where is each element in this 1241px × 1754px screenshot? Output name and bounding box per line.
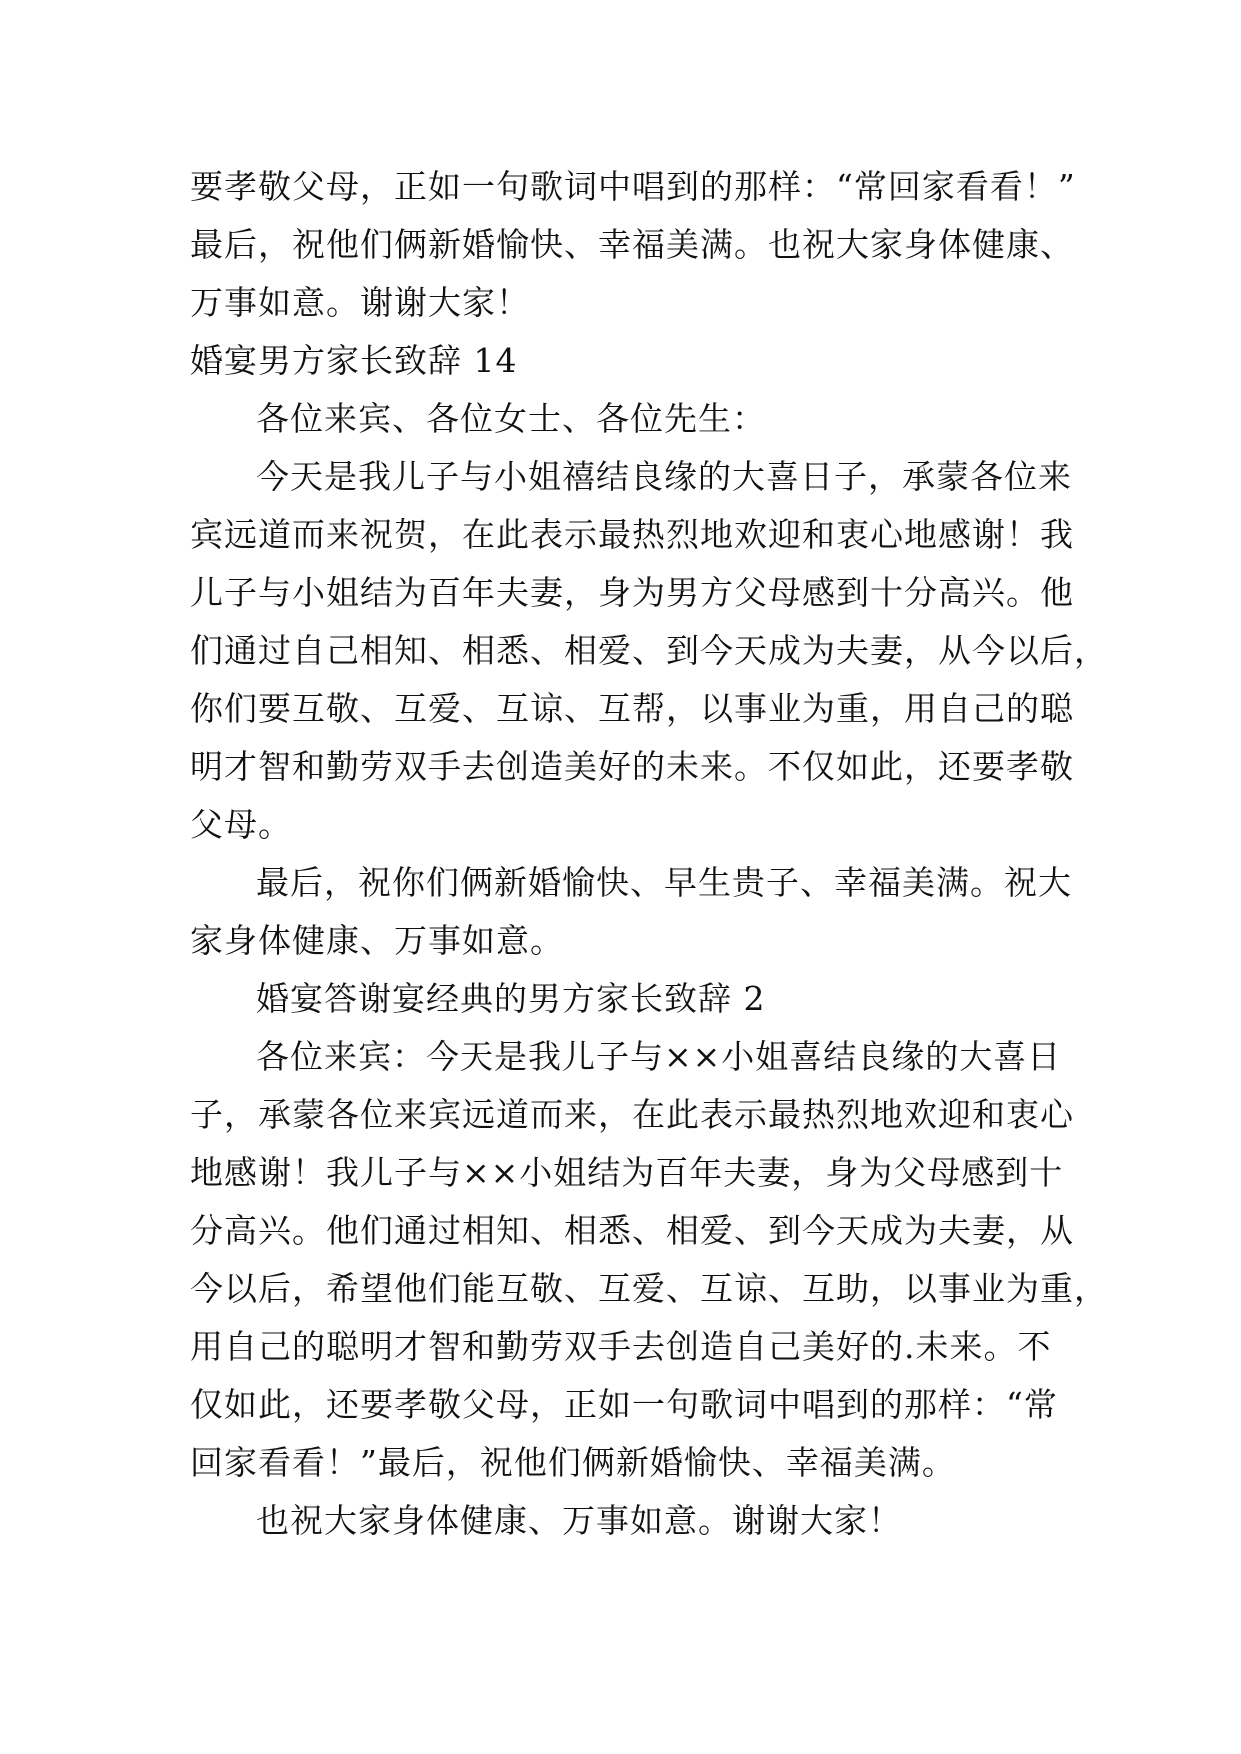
- text-line: 儿子与小姐结为百年夫妻，身为男方父母感到十分高兴。他: [190, 573, 1074, 612]
- text-line: 仅如此，还要孝敬父母，正如一句歌词中唱到的那样：“常: [190, 1385, 1058, 1424]
- text-line: 各位来宾、各位女士、各位先生：: [256, 399, 766, 438]
- text-line: 也祝大家身体健康、万事如意。谢谢大家！: [256, 1501, 902, 1540]
- text-line: 婚宴男方家长致辞 14: [190, 341, 518, 380]
- text-line: 最后，祝他们俩新婚愉快、幸福美满。也祝大家身体健康、: [190, 225, 1074, 264]
- text-line: 们通过自己相知、相悉、相爱、到今天成为夫妻，从今以后，: [190, 631, 1108, 670]
- text-line: 要孝敬父母，正如一句歌词中唱到的那样：“常回家看看！”: [190, 167, 1076, 206]
- text-line: 明才智和勤劳双手去创造美好的未来。不仅如此，还要孝敬: [190, 747, 1074, 786]
- document-body: [190, 158, 1108, 1550]
- text-line: 分高兴。他们通过相知、相悉、相爱、到今天成为夫妻，从: [190, 1211, 1074, 1250]
- text-line: 家身体健康、万事如意。: [190, 921, 564, 960]
- text-line: 婚宴答谢宴经典的男方家长致辞 2: [256, 979, 766, 1018]
- text-line: 宾远道而来祝贺，在此表示最热烈地欢迎和衷心地感谢！我: [190, 515, 1074, 554]
- text-line: 万事如意。谢谢大家！: [190, 283, 530, 322]
- text-line: 用自己的聪明才智和勤劳双手去创造自己美好的.未来。不: [190, 1327, 1052, 1366]
- text-line: 今以后，希望他们能互敬、互爱、互谅、互助，以事业为重，: [190, 1269, 1108, 1308]
- text-line: 各位来宾：今天是我儿子与××小姐喜结良缘的大喜日: [256, 1037, 1062, 1076]
- text-line: 子，承蒙各位来宾远道而来，在此表示最热烈地欢迎和衷心: [190, 1095, 1074, 1134]
- text-line: 今天是我儿子与小姐禧结良缘的大喜日子，承蒙各位来: [256, 457, 1072, 496]
- text-line: 回家看看！”最后，祝他们俩新婚愉快、幸福美满。: [190, 1443, 956, 1482]
- text-line: 你们要互敬、互爱、互谅、互帮，以事业为重，用自己的聪: [190, 689, 1074, 728]
- text-line: 最后，祝你们俩新婚愉快、早生贵子、幸福美满。祝大: [256, 863, 1072, 902]
- text-line: 父母。: [190, 805, 292, 844]
- text-line: 地感谢！我儿子与××小姐结为百年夫妻，身为父母感到十: [190, 1153, 1064, 1192]
